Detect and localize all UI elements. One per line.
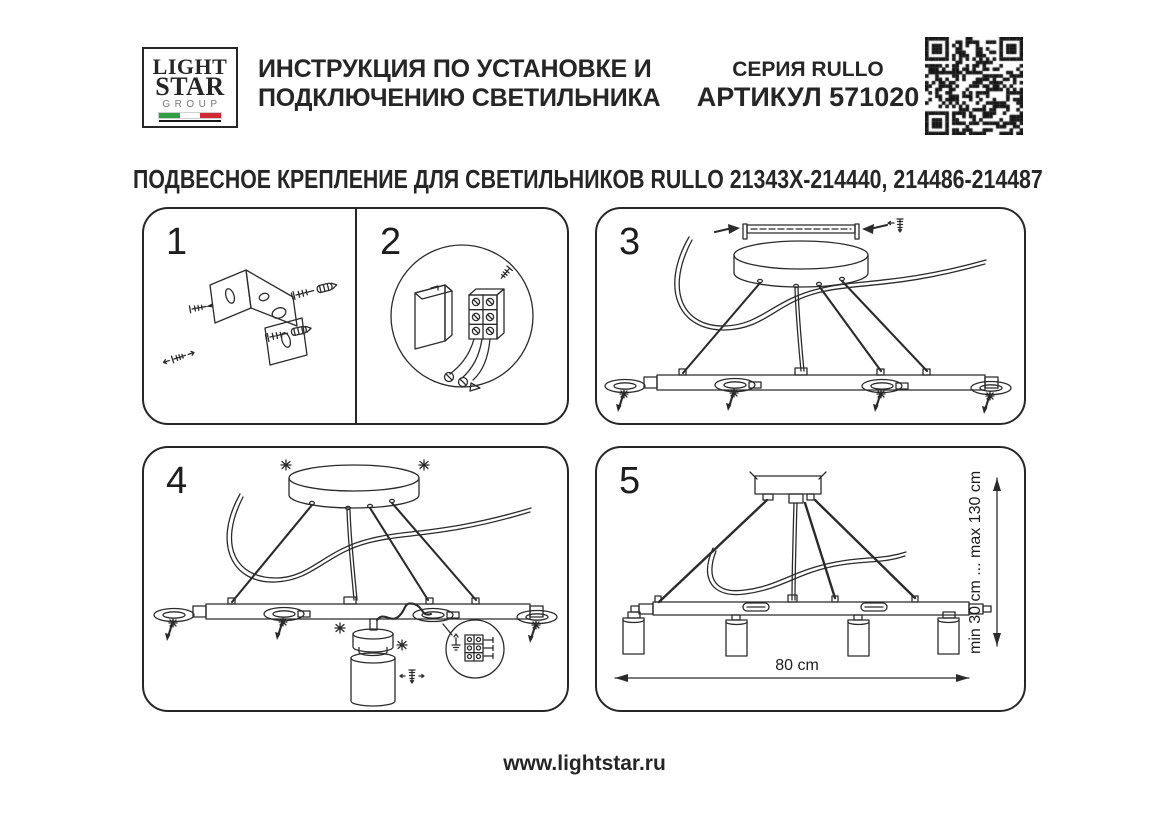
height-dimension-label: min 30 cm ... max 130 cm [967, 470, 984, 654]
width-dimension-line [615, 674, 969, 682]
suspension-cables [232, 503, 476, 602]
rosette [715, 379, 761, 412]
diagram-step-4-shade-wiring [144, 448, 567, 710]
mounting-bracket [210, 270, 307, 365]
lamp-shade [848, 615, 869, 656]
product-series-block [695, 57, 921, 112]
width-dimension-label: 80 cm [775, 657, 819, 674]
suspension-cables [659, 500, 915, 602]
terminal-screw [499, 266, 513, 280]
panel-step-5 [595, 446, 1026, 712]
power-cord [675, 237, 986, 330]
subtitle: ПОДВЕСНОЕ КРЕПЛЕНИЕ ДЛЯ СВЕТИЛЬНИКОВ RULLO 21343X-214440, 214486-214487 [133, 164, 1043, 194]
mounting-strip [715, 219, 903, 239]
step-number-5: 5 [619, 460, 641, 502]
ceiling-box [750, 472, 826, 503]
panel-step-4 [142, 446, 569, 712]
terminal-block [469, 289, 504, 339]
diagram-step-1-bracket [144, 209, 355, 423]
rosette [971, 382, 1011, 415]
lamp-shade [623, 612, 644, 654]
height-dimension-line [993, 478, 1001, 646]
diagram-step-2-wiring [357, 209, 567, 423]
terminal-detail-circle [446, 620, 504, 678]
title-line-2: ПОДКЛЮЧЕНИЮ СВЕТИЛЬНИКА [258, 84, 661, 112]
logo-text-star: STAR [155, 72, 225, 101]
lamp-shade [938, 612, 959, 654]
canopy [281, 460, 429, 510]
logo-underline [159, 120, 221, 122]
logo-text-group: GROUP [162, 99, 222, 110]
website-url: www.lightstar.ru [503, 752, 666, 775]
suspension-bar [631, 595, 991, 615]
panel-steps-1-2 [142, 207, 569, 425]
power-cord [708, 548, 906, 595]
rosette [264, 608, 310, 641]
lightstar-logo [142, 47, 238, 128]
rosette [862, 380, 908, 413]
suspension-bar [193, 597, 543, 619]
italy-flag-icon [159, 113, 221, 118]
suspension-bar [644, 368, 998, 390]
rosette [517, 611, 557, 644]
rosette [605, 380, 645, 413]
rosette [154, 609, 194, 642]
lamp-shade-assembly [335, 619, 424, 706]
step-number-3: 3 [619, 221, 641, 263]
step-number-1: 1 [166, 221, 188, 263]
series-label: СЕРИЯ RULLO [732, 58, 884, 81]
title-line-1: ИНСТРУКЦИЯ ПО УСТАНОВКЕ И [258, 55, 652, 83]
detail-circle [391, 245, 533, 387]
suspension-cables [683, 281, 927, 373]
panel-step-3 [595, 207, 1026, 425]
screw-left [189, 302, 213, 313]
qr-code [925, 37, 1023, 135]
lamp-shade [726, 615, 747, 656]
diagram-step-3-hanging [597, 209, 1024, 423]
junction-box [415, 285, 452, 349]
logo-text-light: LIGHT [152, 54, 228, 79]
screw-icon [162, 349, 195, 366]
step-number-4: 4 [166, 460, 188, 502]
article-label: АРТИКУЛ 571020 [696, 82, 920, 112]
page-title [258, 55, 660, 113]
canopy [734, 241, 868, 288]
step-number-2: 2 [380, 221, 402, 263]
screw-and-anchor-upper [291, 281, 338, 300]
